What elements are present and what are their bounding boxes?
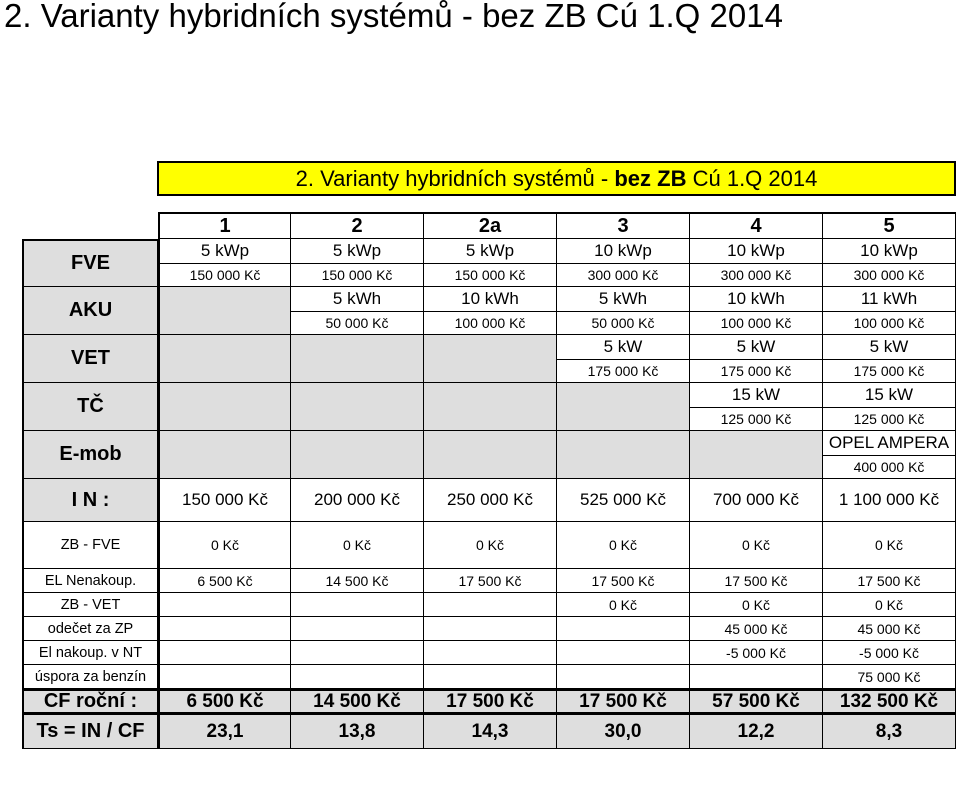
savings-value: -5 000 Kč: [690, 641, 823, 665]
cashflow-value: 132 500 Kč: [823, 689, 956, 713]
component-size: OPEL AMPERA: [828, 432, 950, 452]
column-header: 3: [557, 212, 690, 239]
savings-value: 17 500 Kč: [690, 569, 823, 593]
component-cost: 300 000 Kč: [557, 263, 689, 286]
savings-value: -5 000 Kč: [823, 641, 956, 665]
empty-cell: [158, 335, 291, 383]
payback-value: 23,1: [158, 713, 291, 749]
component-cost: 50 000 Kč: [557, 311, 689, 334]
empty-cell: [158, 617, 291, 641]
component-cell: [424, 287, 557, 335]
component-cost: 300 000 Kč: [690, 263, 822, 286]
component-cost: 150 000 Kč: [291, 263, 423, 286]
savings-label: ZB - FVE: [22, 522, 158, 569]
savings-value: 0 Kč: [158, 522, 291, 569]
component-cost: 150 000 Kč: [160, 263, 290, 286]
row-label-vet: VET: [22, 335, 158, 383]
row-label-emob: E-mob: [22, 431, 158, 479]
component-cell: [823, 431, 956, 479]
savings-value: 14 500 Kč: [291, 569, 424, 593]
component-size: 5 kWh: [332, 288, 382, 308]
cashflow-value: 14 500 Kč: [291, 689, 424, 713]
empty-cell: [557, 617, 690, 641]
component-cost: 100 000 Kč: [690, 311, 822, 334]
savings-value: 17 500 Kč: [557, 569, 690, 593]
empty-cell: [557, 641, 690, 665]
component-size: 10 kWh: [461, 288, 519, 308]
variants-table: [22, 212, 956, 787]
banner-text-bold: bez ZB: [614, 166, 687, 191]
savings-label: EL Nenakoup.: [22, 569, 158, 593]
page-title: 2. Varianty hybridních systémů - bez ZB Cú 1.Q 2014: [4, 0, 783, 34]
savings-value: 0 Kč: [690, 593, 823, 617]
component-cell: [291, 239, 424, 287]
row-label-cf: CF roční :: [22, 689, 158, 713]
component-cell: [823, 287, 956, 335]
savings-value: 45 000 Kč: [690, 617, 823, 641]
component-cell: [823, 335, 956, 383]
empty-cell: [557, 383, 690, 431]
empty-cell: [424, 335, 557, 383]
component-cell: [557, 335, 690, 383]
investment-value: 525 000 Kč: [557, 479, 690, 522]
payback-value: 12,2: [690, 713, 823, 749]
component-cell: [557, 239, 690, 287]
empty-cell: [424, 383, 557, 431]
empty-cell: [158, 431, 291, 479]
payback-value: 13,8: [291, 713, 424, 749]
empty-cell: [690, 665, 823, 689]
payback-value: 14,3: [424, 713, 557, 749]
component-size: 10 kWp: [860, 240, 918, 260]
empty-cell: [291, 431, 424, 479]
empty-cell: [557, 431, 690, 479]
empty-cell: [690, 431, 823, 479]
column-header: 4: [690, 212, 823, 239]
savings-value: 6 500 Kč: [158, 569, 291, 593]
savings-value: 0 Kč: [424, 522, 557, 569]
component-cost: 100 000 Kč: [823, 311, 955, 334]
empty-cell: [158, 383, 291, 431]
investment-value: 1 100 000 Kč: [823, 479, 956, 522]
corner-cell: [22, 212, 158, 239]
component-size: 10 kWp: [727, 240, 785, 260]
component-size: 15 kW: [864, 384, 914, 404]
cashflow-value: 6 500 Kč: [158, 689, 291, 713]
savings-label: odečet za ZP: [22, 617, 158, 641]
empty-cell: [291, 617, 424, 641]
component-cost: 175 000 Kč: [557, 359, 689, 382]
empty-cell: [424, 617, 557, 641]
savings-value: 0 Kč: [690, 522, 823, 569]
row-label-fve: FVE: [22, 239, 158, 287]
empty-cell: [424, 641, 557, 665]
investment-value: 700 000 Kč: [690, 479, 823, 522]
component-cell: [690, 335, 823, 383]
empty-cell: [424, 593, 557, 617]
component-size: 5 kW: [603, 336, 643, 356]
component-cost: 50 000 Kč: [291, 311, 423, 334]
savings-value: 75 000 Kč: [823, 665, 956, 689]
empty-cell: [424, 665, 557, 689]
investment-value: 200 000 Kč: [291, 479, 424, 522]
investment-value: 150 000 Kč: [158, 479, 291, 522]
empty-cell: [291, 593, 424, 617]
component-cost: 100 000 Kč: [424, 311, 556, 334]
component-cell: [823, 239, 956, 287]
component-cost: 400 000 Kč: [823, 455, 955, 478]
row-label-tc: TČ: [22, 383, 158, 431]
component-cell: [557, 287, 690, 335]
component-cell: [424, 239, 557, 287]
component-size: 5 kW: [869, 336, 909, 356]
empty-cell: [158, 665, 291, 689]
savings-value: 0 Kč: [291, 522, 424, 569]
component-cell: [291, 287, 424, 335]
component-size: 5 kWp: [465, 240, 515, 260]
component-size: 5 kWp: [332, 240, 382, 260]
component-cost: 175 000 Kč: [823, 359, 955, 382]
component-size: 5 kW: [736, 336, 776, 356]
payback-value: 8,3: [823, 713, 956, 749]
banner-text-end: Cú 1.Q 2014: [686, 166, 818, 191]
savings-label: ZB - VET: [22, 593, 158, 617]
cashflow-value: 17 500 Kč: [424, 689, 557, 713]
savings-value: 0 Kč: [557, 593, 690, 617]
column-header: 5: [823, 212, 956, 239]
empty-cell: [291, 335, 424, 383]
component-cost: 175 000 Kč: [690, 359, 822, 382]
empty-cell: [291, 383, 424, 431]
payback-value: 30,0: [557, 713, 690, 749]
row-label-in: I N :: [22, 479, 158, 522]
empty-cell: [158, 287, 291, 335]
banner-text-start: 2. Varianty hybridních systémů -: [295, 166, 615, 191]
component-cost: 150 000 Kč: [424, 263, 556, 286]
component-size: 11 kWh: [860, 288, 918, 308]
investment-value: 250 000 Kč: [424, 479, 557, 522]
component-size: 15 kW: [731, 384, 781, 404]
cashflow-value: 17 500 Kč: [557, 689, 690, 713]
column-header: 1: [158, 212, 291, 239]
savings-label: úspora za benzín: [22, 665, 158, 689]
empty-cell: [424, 431, 557, 479]
empty-cell: [158, 593, 291, 617]
component-cost: 125 000 Kč: [690, 407, 822, 430]
component-size: 5 kWh: [598, 288, 648, 308]
savings-value: 0 Kč: [557, 522, 690, 569]
empty-cell: [557, 665, 690, 689]
savings-value: 0 Kč: [823, 593, 956, 617]
row-label-aku: AKU: [22, 287, 158, 335]
savings-value: 0 Kč: [823, 522, 956, 569]
component-cell: [823, 383, 956, 431]
table-banner: [157, 161, 956, 196]
component-size: 10 kWh: [727, 288, 785, 308]
savings-value: 45 000 Kč: [823, 617, 956, 641]
component-cost: 300 000 Kč: [823, 263, 955, 286]
component-size: 5 kWp: [200, 240, 250, 260]
empty-cell: [291, 641, 424, 665]
column-header: 2a: [424, 212, 557, 239]
component-size: 10 kWp: [594, 240, 652, 260]
component-cell: [690, 383, 823, 431]
savings-value: 17 500 Kč: [823, 569, 956, 593]
component-cell: [690, 287, 823, 335]
component-cell: [158, 239, 291, 287]
cashflow-value: 57 500 Kč: [690, 689, 823, 713]
savings-value: 17 500 Kč: [424, 569, 557, 593]
column-header: 2: [291, 212, 424, 239]
component-cell: [690, 239, 823, 287]
empty-cell: [158, 641, 291, 665]
empty-cell: [291, 665, 424, 689]
component-cost: 125 000 Kč: [823, 407, 955, 430]
row-label-ts: Ts = IN / CF: [22, 713, 158, 749]
savings-label: El nakoup. v NT: [22, 641, 158, 665]
